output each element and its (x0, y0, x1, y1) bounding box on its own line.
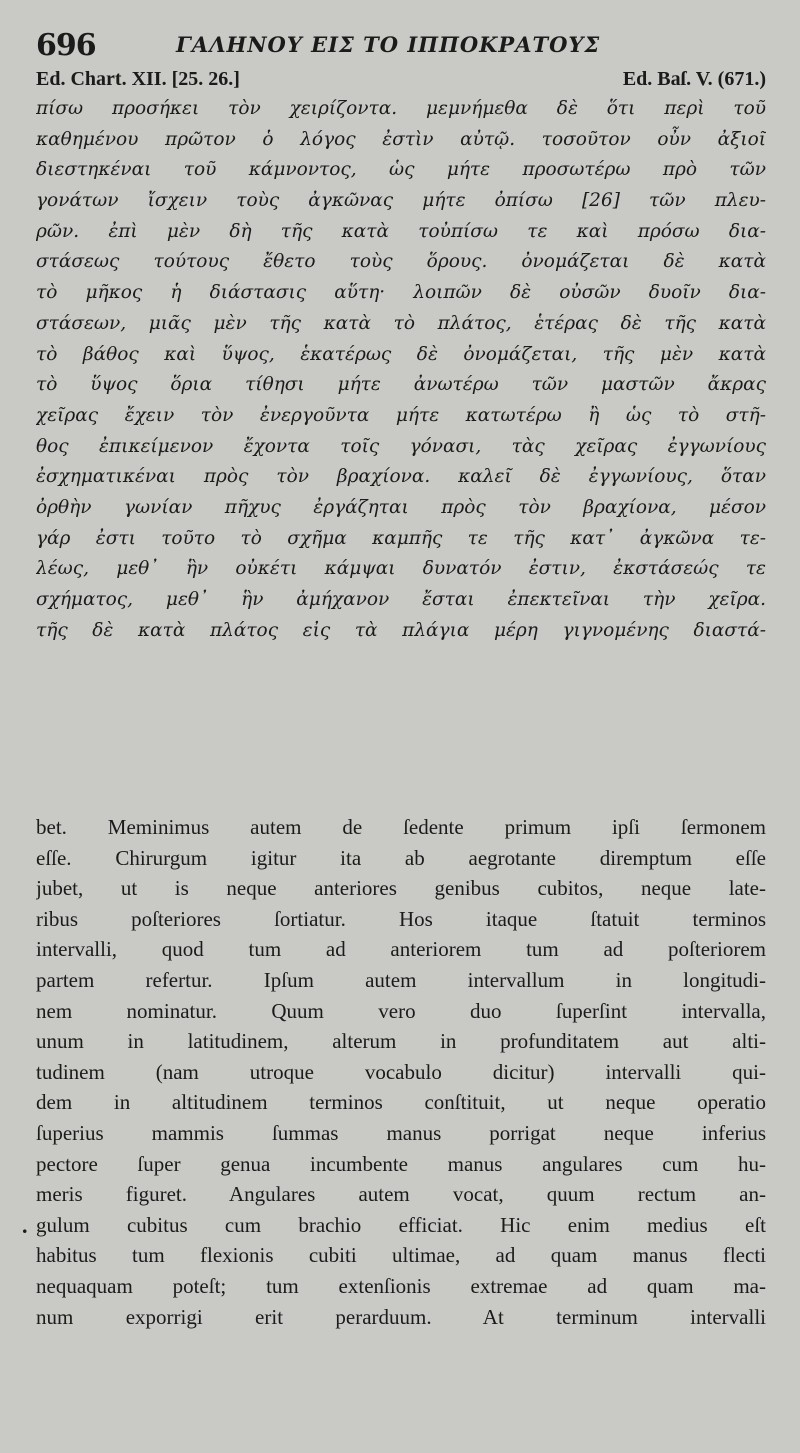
latin-line: bet. Meminimus autem de ſedente primum ipſi ſermonem (36, 815, 766, 839)
greek-line: διεστηκέναι τοῦ κάμνοντος, ὡς μήτε προσωτέρω πρὸ τῶν (36, 159, 766, 181)
latin-line: nequaquam poteſt; tum extenſionis extremae ad quam ma- (36, 1273, 766, 1298)
greek-line: τὸ μῆκος ἡ διάστασις αὕτη· λοιπῶν δὲ οὐσῶν δυοῖν δια- (36, 282, 766, 304)
greek-line: στάσεως τούτους ἔθετο τοὺς ὅρους. ὀνομάζεται δὲ κατὰ (36, 251, 766, 273)
greek-line: πίσω προσήκει τὸν χειρίζοντα. μεμνήμεθα δὲ ὅτι περὶ τοῦ (36, 98, 766, 119)
latin-line: unum in latitudinem, alterum in profunditatem aut alti- (36, 1029, 766, 1054)
latin-text-block (36, 812, 766, 1332)
greek-line: ὀρθὴν γωνίαν πῆχυς ἐργάζηται πρὸς τὸν βραχίονα, μέσον (36, 496, 766, 518)
greek-line: ρῶν. ἐπὶ μὲν δὴ τῆς κατὰ τοὐπίσω τε καὶ πρόσω δια- (36, 220, 766, 242)
greek-line: γάρ ἐστι τοῦτο τὸ σχῆμα καμπῆς τε τῆς κατ᾽ ἀγκῶνα τε- (36, 527, 766, 549)
latin-line: gulum cubitus cum brachio efficiat. Hic enim medius eſt (36, 1212, 766, 1237)
edition-references (36, 68, 766, 94)
running-head: ΓΑΛΗΝΟΥ ΕΙΣ ΤΟ ΙΠΠΟΚΡΑΤΟΥΣ (176, 32, 601, 57)
latin-line: dem in altitudinem terminos conſtituit, ut neque operatio (36, 1090, 766, 1115)
greek-line: γονάτων ἴσχειν τοὺς ἀγκῶνας μήτε ὀπίσω [26] τῶν πλευ- (36, 190, 766, 212)
latin-line: ribus poſteriores ſortiatur. Hos itaque ſtatuit terminos (36, 906, 766, 931)
greek-line: τὸ ὕψος ὅρια τίθησι μήτε ἀνωτέρω τῶν μαστῶν ἄκρας (36, 374, 766, 396)
latin-line: ſuperius mammis ſummas manus porrigat neque inferius (36, 1120, 766, 1145)
latin-line: habitus tum flexionis cubiti ultimae, ad quam manus flecti (36, 1243, 766, 1268)
latin-line: nem nominatur. Quum vero duo ſuperſint intervalla, (36, 998, 766, 1023)
latin-line: pectore ſuper genua incumbente manus angulares cum hu- (36, 1151, 766, 1176)
latin-line: partem refertur. Ipſum autem intervallum in longitudi- (36, 967, 766, 992)
latin-line: num exporrigi erit perarduum. At terminum intervalli (36, 1304, 766, 1329)
chartier-reference: Ed. Chart. XII. [25. 26.] (36, 68, 240, 90)
greek-line: χεῖρας ἔχειν τὸν ἐνεργοῦντα μήτε κατωτέρω ἢ ὡς τὸ στῆ- (36, 404, 766, 426)
latin-line: jubet, ut is neque anteriores genibus cubitos, neque late- (36, 876, 766, 901)
greek-line: θος ἐπικείμενον ἔχοντα τοῖς γόνασι, τὰς χεῖρας ἐγγωνίους (36, 435, 766, 457)
latin-line: meris figuret. Angulares autem vocat, quum rectum an- (36, 1182, 766, 1207)
latin-line: eſſe. Chirurgum igitur ita ab aegrotante diremptum eſſe (36, 845, 766, 870)
greek-line: σχήματος, μεθ᾽ ἣν ἀμήχανον ἔσται ἐπεκτεῖναι τὴν χεῖρα. (36, 589, 766, 610)
latin-line: tudinem (nam utroque vocabulo dicitur) intervalli qui- (36, 1059, 766, 1084)
greek-text-block (36, 94, 766, 646)
latin-line: intervalli, quod tum ad anteriorem tum ad poſteriorem (36, 937, 766, 962)
greek-line: καθημένου πρῶτον ὁ λόγος ἐστὶν αὐτῷ. τοσοῦτον οὖν ἀξιοῖ (36, 128, 766, 150)
greek-line: τῆς δὲ κατὰ πλάτος εἰς τὰ πλάγια μέρη γιγνομένης διαστά- (36, 619, 766, 641)
page-header (36, 28, 766, 68)
page-number: 696 (36, 28, 96, 63)
greek-line: τὸ βάθος καὶ ὕψος, ἑκατέρως δὲ ὀνομάζεται, τῆς μὲν κατὰ (36, 343, 766, 365)
greek-line: λέως, μεθ᾽ ἣν οὐκέτι κάμψαι δυνατόν ἐστιν, ἐκστάσεώς τε (36, 558, 766, 580)
greek-line: ἐσχηματικέναι πρὸς τὸν βραχίονα. καλεῖ δὲ ἐγγωνίους, ὅταν (36, 466, 766, 488)
basel-reference: Ed. Baſ. V. (671.) (622, 68, 766, 90)
margin-mark: . (22, 1213, 28, 1238)
greek-line: στάσεων, μιᾶς μὲν τῆς κατὰ τὸ πλάτος, ἑτέρας δὲ τῆς κατὰ (36, 312, 766, 334)
